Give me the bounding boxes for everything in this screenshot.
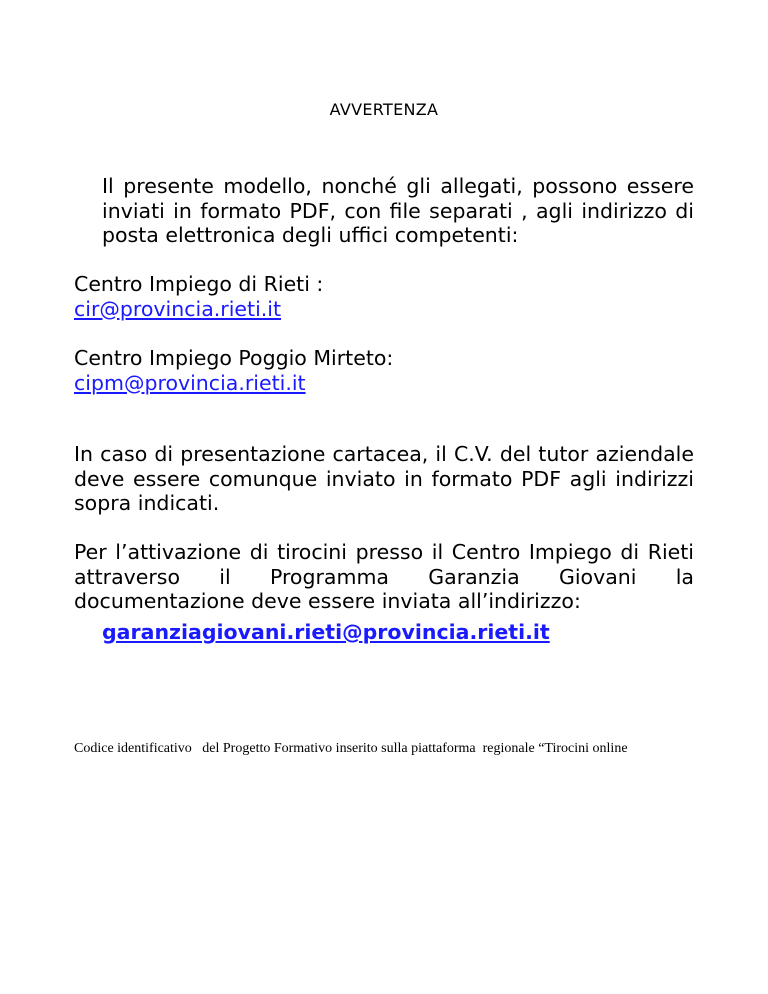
contact-rieti-label: Centro Impiego di Rieti : — [74, 272, 324, 296]
garanzia-text-line1: Per l’attivazione di tirocini presso il Centro Impiego di Rieti attraverso il Programma Garanzia Giovani la — [74, 540, 694, 589]
page-title: AVVERTENZA — [329, 100, 439, 119]
paper-submission-note: In caso di presentazione cartacea, il C.V. del tutor aziendale deve essere comunque inviato in formato PDF agli indirizzi sopra indicati. — [74, 442, 694, 515]
intro-paragraph: Il presente modello, nonché gli allegati, possono essere inviati in formato PDF, con file separati , agli indirizzo di posta elettronica degli uffici competenti: — [102, 174, 694, 247]
contact-poggio-mirteto — [74, 346, 694, 395]
contact-rieti — [74, 272, 694, 321]
contact-poggio-mirteto-email-link[interactable]: cipm@provincia.rieti.it — [74, 370, 306, 395]
garanzia-email-link[interactable]: garanziagiovani.rieti@provincia.rieti.it — [102, 620, 550, 644]
garanzia-text-line2: documentazione deve essere inviata all’indirizzo: — [74, 589, 581, 613]
garanzia-giovani-paragraph — [74, 540, 694, 614]
footer-note: Codice identificativo del Progetto Formativo inserito sulla piattaforma regionale “Tirocini online — [74, 741, 628, 756]
contact-rieti-email-link[interactable]: cir@provincia.rieti.it — [74, 296, 282, 321]
contact-poggio-mirteto-label: Centro Impiego Poggio Mirteto: — [74, 346, 394, 370]
